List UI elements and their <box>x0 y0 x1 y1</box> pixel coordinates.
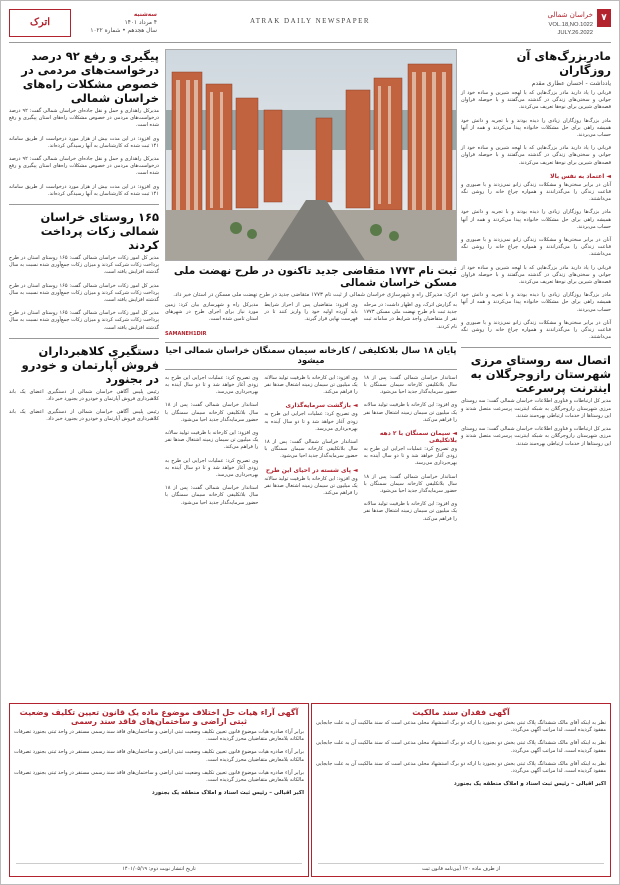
article-paragraph: وی افزود: متقاضیان پس از احراز شرایط باید آورده اولیه خود را واریز کنند تا در فهرست نهایی قرار گیرند. <box>264 302 358 323</box>
article-paragraph: وی تصریح کرد: عملیات اجرایی این طرح به زودی آغاز خواهد شد و تا دو سال آینده به بهره‌برداری می‌رسد. <box>363 446 457 467</box>
article-paragraph: مادر بزرگ‌ها روزگاران زیادی را دیده بودند و با تجربه و دانش خود همیشه راهی برای حل مشکلات خانواده پیدا می‌کردند و همه از آنها حساب می‌بردند. <box>461 209 611 230</box>
english-date: JULY.26.2022 <box>557 30 593 36</box>
article-column <box>165 375 258 529</box>
article-paragraph: مدیر کل امور زکات خراسان شمالی گفت: ۱۶۵ روستای استان در طرح پرداخت زکات شرکت کردند و میزان زکات جمع‌آوری شده نسبت به سال گذشته افزایش یافته است. <box>9 282 159 304</box>
article-paragraph: قربانی را یاد دارید مادر بزرگ‌هایی که با لهجه شیرین و ساده خود از جوانی و سختی‌های زندگی در گذشته می‌گفتند و با حوصله فراوان قصه‌های شیرین برای نوه‌ها تعریف می‌کردند. <box>461 264 611 286</box>
article-paragraph: وی افزود: در این مدت بیش از هزار مورد درخواست از طریق سامانه ۱۴۱ ثبت شده که کارشناسان به آنها رسیدگی کرده‌اند. <box>9 135 159 149</box>
article-title: اتصال سه روستای مرزی شهرستان رازوجرگلان به اینترنت پرسرعت <box>470 353 611 396</box>
notice-text: نظر به اینکه آقای مالک ششدانگ پلاک ثبتی بخش دو بجنورد با ارائه دو برگ استشهاد محلی مدعی است که سند مالکیت آن به علت جابجایی مفقود گردیده است، لذا مراتب آگهی می‌گردد. <box>316 720 606 734</box>
article-paragraph: وی تصریح کرد: عملیات اجرایی این طرح به زودی آغاز خواهد شد و تا دو سال آینده به بهره‌برداری می‌رسد. <box>264 411 358 432</box>
divider <box>461 347 611 348</box>
housing-photo <box>165 49 457 261</box>
article-paragraph: قربانی را یاد دارید مادر بزرگ‌هایی که با لهجه شیرین و ساده خود از جوانی و سختی‌های زندگی در گذشته می‌گفتند و با حوصله فراوان قصه‌های شیرین برای نوه‌ها تعریف می‌کردند. <box>461 145 611 166</box>
weekday: سه‌شنبه <box>133 12 157 18</box>
left-column <box>9 49 159 430</box>
article-paragraph: استاندار خراسان شمالی گفت: پس از ۱۸ سال بلاتکلیفی کارخانه سیمان سمنگان با حضور سرمایه‌گذار جدید احیا می‌شود. <box>165 402 259 423</box>
article-title: مادربزرگ‌های آن روزگاران <box>516 49 611 77</box>
issue-line: سال هجدهم • شماره ۱۰۲۲ <box>90 28 157 34</box>
article-title: پیگیری و رفع ۹۲ درصد درخواست‌های مردمی در خصوص مشکلات راه‌های خراسان شمالی <box>21 49 159 105</box>
dispute-resolution-notice <box>9 703 309 877</box>
article-paragraph: وی افزود: این کارخانه با ظرفیت تولید سالانه یک میلیون تن سیمان زمینه اشتغال صدها نفر را فراهم می‌کند. <box>264 374 358 396</box>
article-columns <box>165 302 457 331</box>
notice-footer: از طرف ماده ۱۲۰ آیین‌نامه قانون ثبت <box>318 863 604 872</box>
article-byline: یادداشت - احسان عطاری مقدم <box>531 80 611 87</box>
page-header <box>9 9 611 43</box>
city-label: خراسان شمالی <box>547 11 593 19</box>
article-column <box>264 375 357 529</box>
notice-signature: اکبر اقبالی – رئیس ثبت اسناد و املاک منطقه یک بجنورد <box>453 781 606 788</box>
article-paragraph: مادر بزرگ‌ها روزگاران زیادی را دیده بودند و با تجربه و دانش خود همیشه راهی برای حل مشکلات خانواده پیدا می‌کردند و همه از آنها حساب می‌بردند. <box>461 292 611 313</box>
subheading: ◄ سیمان سمنگان با ۲ دهه بلاتکلیفی <box>379 430 457 445</box>
page-number: ۷ <box>597 9 611 27</box>
volume-info <box>549 21 593 37</box>
article-column <box>364 375 457 529</box>
property-deed-notice <box>311 703 611 877</box>
article-paragraph: استاندار خراسان شمالی گفت: پس از ۱۸ سال بلاتکلیفی کارخانه سیمان سمنگان با حضور سرمایه‌گذار جدید احیا می‌شود. <box>363 473 457 495</box>
persian-date <box>77 11 157 35</box>
article-paragraph: مدیر کل امور زکات خراسان شمالی گفت: ۱۶۵ روستای استان در طرح پرداخت زکات شرکت کردند و میزان زکات جمع‌آوری شده نسبت به سال گذشته افزایش یافته است. <box>9 310 159 331</box>
notice-title: آگهی آراء هیات حل اختلاف موضوع ماده یک قانون تعیین تکلیف وضعیت ثبتی اراضی و ساختمان‌های فاقد سند رسمی <box>19 708 299 726</box>
article-title: ۱۶۵ روستای خراسان شمالی زکات پرداخت کردند <box>40 210 159 253</box>
article-paragraph: رئیس پلیس آگاهی خراسان شمالی از دستگیری اعضای یک باند کلاهبرداری فروش آپارتمان و خودرو در بجنورد خبر داد. <box>9 388 159 403</box>
date-line: ۴ مرداد ۱۴۰۱ <box>124 20 157 26</box>
notice-text: برابر آراء صادره هیات موضوع قانون تعیین تکلیف وضعیت ثبتی اراضی و ساختمان‌های فاقد سند رسمی مستقر در واحد ثبتی بجنورد تصرفات مالکانه بلامعارض متقاضیان محرز گردیده است. <box>14 749 304 763</box>
article-paragraph: مدیرکل راهداری و حمل و نقل جاده‌ای خراسان شمالی گفت: ۹۲ درصد درخواست‌های مردمی در خصوص مشکلات راه‌های استان پیگیری و رفع شده است. <box>9 108 159 129</box>
article-paragraph: مدیرکل راه و شهرسازی بیان کرد: زمین مورد نیاز برای اجرای طرح در شهرهای استان تامین شده است. <box>165 302 259 323</box>
volume-line: VOL.18,NO.1022 <box>548 22 593 28</box>
advertisements <box>9 703 611 877</box>
article-paragraph: قربانی را یاد دارید مادر بزرگ‌هایی که با لهجه شیرین و ساده خود از جوانی و سختی‌های زندگی در گذشته می‌گفتند و با حوصله فراوان قصه‌های شیرین برای نوه‌ها تعریف می‌کردند. <box>461 90 611 111</box>
apartment-buildings-image <box>166 50 457 261</box>
article-columns <box>165 375 457 529</box>
notice-title: آگهی فقدان سند مالکیت <box>412 708 510 717</box>
divider <box>9 338 159 339</box>
article-paragraph: وی افزود: در این مدت بیش از هزار مورد درخواست از طریق سامانه ۱۴۱ ثبت شده که کارشناسان به آنها رسیدگی کرده‌اند. <box>9 183 159 197</box>
author-tag: SAMANEH1DIR <box>165 330 207 337</box>
article-paragraph: آنان در برابر سختی‌ها و مشکلات زندگی زانو نمی‌زدند و با صبوری و قناعت زندگی را می‌گذراندند و همواره چراغ خانه را روشن نگه می‌داشتند. <box>461 319 611 341</box>
notice-text: نظر به اینکه آقای مالک ششدانگ پلاک ثبتی بخش دو بجنورد با ارائه دو برگ استشهاد محلی مدعی است که سند مالکیت آن به علت جابجایی مفقود گردیده است، لذا مراتب آگهی می‌گردد. <box>316 760 606 775</box>
article-paragraph: مدیر کل امور زکات خراسان شمالی گفت: ۱۶۵ روستای استان در طرح پرداخت زکات شرکت کردند و میزان زکات جمع‌آوری شده نسبت به سال گذشته افزایش یافته است. <box>9 255 159 276</box>
article-paragraph: وی تصریح کرد: عملیات اجرایی این طرح به زودی آغاز خواهد شد و تا دو سال آینده به بهره‌برداری می‌رسد. <box>165 457 259 479</box>
header-right <box>471 9 611 41</box>
article-paragraph: رئیس پلیس آگاهی خراسان شمالی از دستگیری اعضای یک باند کلاهبرداری فروش آپارتمان و خودرو در بجنورد خبر داد. <box>9 409 159 423</box>
article-paragraph: آنان در برابر سختی‌ها و مشکلات زندگی زانو نمی‌زدند و با صبوری و قناعت زندگی را می‌گذراندند و همواره چراغ خانه را روشن نگه می‌داشتند. <box>461 237 611 258</box>
subheading: ◄ اعتماد به نفس بالا <box>550 172 611 180</box>
article-title: دستگیری کلاهبرداران فروش آپارتمان و خودرو در بجنورد <box>21 343 159 386</box>
photo-headline: ثبت نام ۱۷۷۳ متقاضی جدید تاکنون در طرح نهضت ملی مسکن خراسان شمالی <box>173 265 457 289</box>
article-paragraph: آنان در برابر سختی‌ها و مشکلات زندگی زانو نمی‌زدند و با صبوری و قناعت زندگی را می‌گذراندند و همواره چراغ خانه را روشن نگه می‌داشتند. <box>461 181 611 203</box>
notice-text: برابر آراء صادره هیات موضوع قانون تعیین تکلیف وضعیت ثبتی اراضی و ساختمان‌های فاقد سند رسمی مستقر در واحد ثبتی بجنورد تصرفات مالکانه بلامعارض متقاضیان محرز گردیده است. <box>14 729 304 743</box>
atrak-logo: اترک <box>9 9 71 37</box>
right-column <box>461 49 611 454</box>
notice-text: برابر آراء صادره هیات موضوع قانون تعیین تکلیف وضعیت ثبتی اراضی و ساختمان‌های فاقد سند رسمی مستقر در واحد ثبتی بجنورد تصرفات مالکانه بلامعارض متقاضیان محرز گردیده است. <box>14 769 304 784</box>
center-column <box>165 49 457 529</box>
article-title: پایان ۱۸ سال بلاتکلیفی / کارخانه سیمان سمنگان خراسان شمالی احیا میشود <box>165 342 457 370</box>
article-paragraph: وی تصریح کرد: عملیات اجرایی این طرح به زودی آغاز خواهد شد و تا دو سال آینده به بهره‌برداری می‌رسد. <box>165 374 259 396</box>
article-paragraph: به گزارش اترک، وی اظهار داشت: در مرحله جدید ثبت نام طرح نهضت ملی مسکن ۱۷۷۳ نفر از متقاضیان واجد شرایط در سامانه ثبت نام کردند. <box>363 302 457 330</box>
subheading: ◄ پای شسته در احیای این طرح <box>265 466 358 474</box>
article-paragraph: وی افزود: این کارخانه با ظرفیت تولید سالانه یک میلیون تن سیمان زمینه اشتغال صدها نفر را فراهم می‌کند. <box>165 430 259 451</box>
article-paragraph: مدیرکل راهداری و حمل و نقل جاده‌ای خراسان شمالی گفت: ۹۲ درصد درخواست‌های مردمی در خصوص مشکلات راه‌های استان پیگیری و رفع شده است. <box>9 156 159 177</box>
notice-signature: اکبر اقبالی – رئیس ثبت اسناد و املاک منطقه یک بجنورد <box>151 790 304 797</box>
article-paragraph: وی افزود: این کارخانه با ظرفیت تولید سالانه یک میلیون تن سیمان زمینه اشتغال صدها نفر را فراهم می‌کند. <box>363 402 457 423</box>
divider <box>9 204 159 205</box>
article-paragraph: مدیر کل ارتباطات و فناوری اطلاعات خراسان شمالی گفت: سه روستای مرزی شهرستان رازوجرگلان به شبکه اینترنت پرسرعت متصل شدند و این روستاها از خدمات ارتباطی بهره‌مند شدند. <box>461 426 611 447</box>
article-paragraph: مادر بزرگ‌ها روزگاران زیادی را دیده بودند و با تجربه و دانش خود همیشه راهی برای حل مشکلات خانواده پیدا می‌کردند و همه از آنها حساب می‌بردند. <box>461 117 611 139</box>
article-paragraph: استاندار خراسان شمالی گفت: پس از ۱۸ سال بلاتکلیفی کارخانه سیمان سمنگان با حضور سرمایه‌گذار جدید احیا می‌شود. <box>165 485 259 506</box>
article-paragraph: استاندار خراسان شمالی گفت: پس از ۱۸ سال بلاتکلیفی کارخانه سیمان سمنگان با حضور سرمایه‌گذار جدید احیا می‌شود. <box>363 374 457 396</box>
masthead-english: ATRAK DAILY NEWSPAPER <box>249 17 371 25</box>
notice-text: نظر به اینکه آقای مالک ششدانگ پلاک ثبتی بخش دو بجنورد با ارائه دو برگ استشهاد محلی مدعی است که سند مالکیت آن به علت جابجایی مفقود گردیده است، لذا مراتب آگهی می‌گردد. <box>316 740 606 754</box>
notice-footer: تاریخ انتشار نوبت دوم: ۱۴۰۱/۰۵/۱۹ <box>16 863 302 872</box>
article-paragraph: وی افزود: این کارخانه با ظرفیت تولید سالانه یک میلیون تن سیمان زمینه اشتغال صدها نفر را فراهم می‌کند. <box>264 475 358 497</box>
subheading: ◄ بازگشت سرمایه‌گذاری <box>285 402 358 410</box>
photo-subtitle: اترک: مدیرکل راه و شهرسازی خراسان شمالی از ثبت نام ۱۷۷۳ متقاضی جدید در طرح نهضت ملی مسکن در استان خبر داد. <box>173 292 457 298</box>
header-left <box>9 9 159 41</box>
article-paragraph: مدیر کل ارتباطات و فناوری اطلاعات خراسان شمالی گفت: سه روستای مرزی شهرستان رازوجرگلان به شبکه اینترنت پرسرعت متصل شدند و این روستاها از خدمات ارتباطی بهره‌مند شدند. <box>461 398 611 419</box>
article-paragraph: استاندار خراسان شمالی گفت: پس از ۱۸ سال بلاتکلیفی کارخانه سیمان سمنگان با حضور سرمایه‌گذار جدید احیا می‌شود. <box>264 439 358 460</box>
article-paragraph: وی افزود: این کارخانه با ظرفیت تولید سالانه یک میلیون تن سیمان زمینه اشتغال صدها نفر را فراهم می‌کند. <box>363 501 457 522</box>
